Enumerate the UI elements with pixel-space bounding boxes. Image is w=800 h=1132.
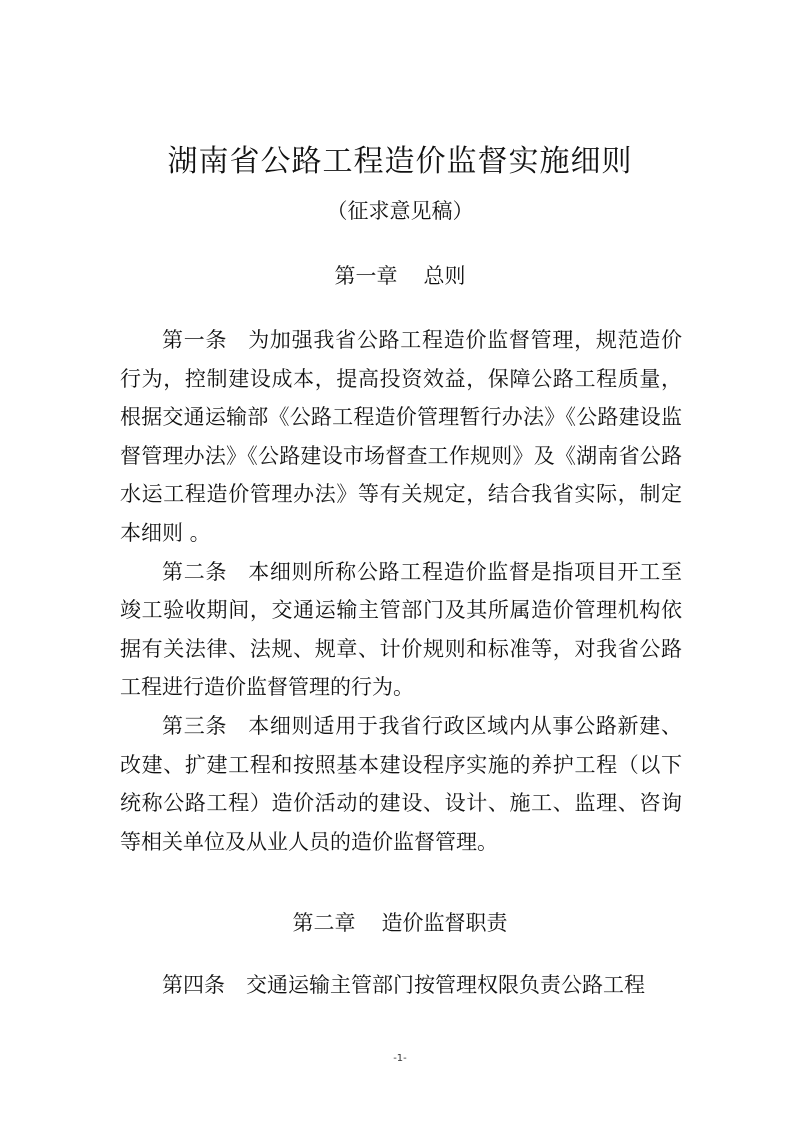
chapter-number: 第二章	[292, 911, 356, 935]
chapter-name: 造价监督职责	[381, 911, 508, 935]
article-text: 为加强我省公路工程造价监督管理，规范造价行为，控制建设成本，提高投资效益，保障公路工程质量，根据交通运输部《公路工程造价管理暂行办法》《公路建设监督管理办法》《公路建设市场督查工作规则》及《湖南省公路水运工程造价管理办法》等有关规定，结合我省实际，制定本细则 。	[120, 328, 683, 545]
chapter-2-articles	[120, 966, 682, 1005]
article-number: 第一条	[162, 328, 228, 352]
chapter-number: 第一章	[334, 264, 398, 288]
chapter-heading	[0, 907, 800, 939]
article-text: 本细则所称公路工程造价监督是指项目开工至竣工验收期间，交通运输主管部门及其所属造价管理机构依据有关法律、法规、规章、计价规则和标准等，对我省公路工程进行造价监督管理的行为。	[120, 559, 683, 700]
article-paragraph	[120, 966, 682, 1005]
chapter-name: 总则	[423, 264, 466, 288]
page-number: -1-	[393, 1053, 407, 1064]
document-title: 湖南省公路工程造价监督实施细则	[167, 144, 633, 179]
article-text: 交通运输主管部门按管理权限负责公路工程	[246, 973, 645, 997]
article-paragraph	[120, 553, 682, 707]
article-paragraph	[120, 321, 682, 553]
chapter-heading	[0, 260, 800, 292]
article-text: 本细则适用于我省行政区域内从事公路新建、改建、扩建工程和按照基本建设程序实施的养护工程（以下统称公路工程）造价活动的建设、设计、施工、监理、咨询等相关单位及从业人员的造价监督管理。	[120, 713, 683, 854]
article-paragraph	[120, 707, 682, 861]
article-number: 第四条	[162, 973, 225, 997]
article-number: 第二条	[162, 559, 228, 584]
chapter-1-articles	[120, 321, 682, 861]
article-number: 第三条	[162, 713, 228, 738]
document-subtitle: （征求意见稿）	[326, 199, 474, 223]
